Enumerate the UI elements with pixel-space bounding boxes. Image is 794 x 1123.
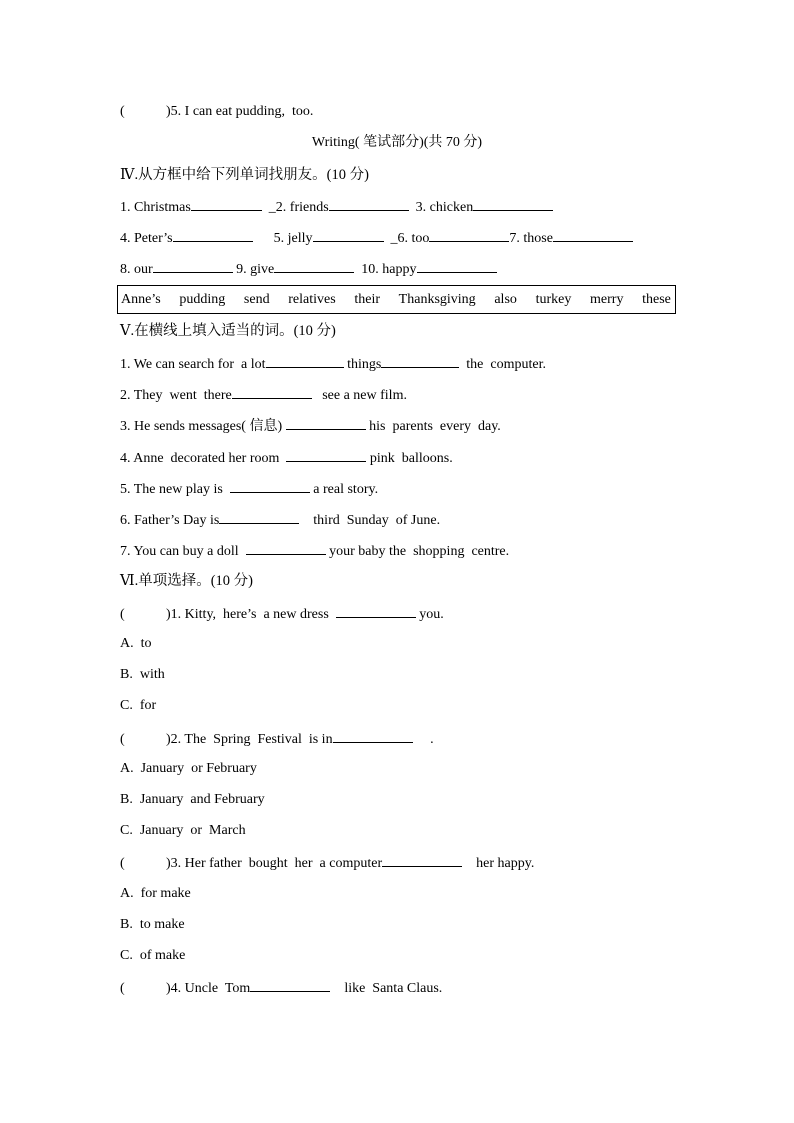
answer-blank[interactable] bbox=[286, 416, 366, 430]
section-6-title: Ⅵ.单项选择。(10 分) bbox=[120, 573, 253, 589]
option-c[interactable]: C. January or March bbox=[120, 823, 246, 838]
word-bank-item: their bbox=[354, 291, 380, 307]
answer-blank[interactable] bbox=[417, 259, 497, 273]
answer-blank[interactable] bbox=[336, 604, 416, 618]
section-5-q3: 3. He sends messages( 信息) his parents every day. bbox=[120, 416, 501, 436]
option-a[interactable]: A. January or February bbox=[120, 761, 257, 776]
answer-blank[interactable] bbox=[382, 853, 462, 867]
section-4-row-1: 1. Christmas _2. friends 3. chicken bbox=[120, 197, 553, 217]
answer-blank[interactable] bbox=[153, 259, 233, 273]
section-5-q7: 7. You can buy a doll your baby the shopping centre. bbox=[120, 541, 509, 561]
answer-paren[interactable]: ( bbox=[120, 104, 125, 119]
section-4-row-2: 4. Peter’s 5. jelly _6. too 7. those bbox=[120, 228, 633, 248]
answer-blank[interactable] bbox=[429, 228, 509, 242]
word-bank-item: also bbox=[494, 291, 517, 307]
section-5-title: Ⅴ.在横线上填入适当的词。(10 分) bbox=[120, 323, 336, 339]
answer-blank[interactable] bbox=[246, 541, 326, 555]
option-a[interactable]: A. for make bbox=[120, 886, 191, 901]
answer-paren[interactable]: ( bbox=[120, 981, 125, 996]
option-b[interactable]: B. to make bbox=[120, 917, 185, 932]
word-bank-item: merry bbox=[590, 291, 624, 307]
answer-blank[interactable] bbox=[473, 197, 553, 211]
answer-blank[interactable] bbox=[329, 197, 409, 211]
section-5-q5: 5. The new play is a real story. bbox=[120, 479, 378, 499]
word-bank-item: relatives bbox=[288, 291, 336, 307]
option-a[interactable]: A. to bbox=[120, 636, 152, 651]
word-bank-box bbox=[117, 285, 676, 314]
section-4-row-3: 8. our 9. give 10. happy bbox=[120, 259, 497, 279]
word-bank-item: these bbox=[642, 291, 671, 307]
section-5-q2: 2. They went there see a new film. bbox=[120, 385, 407, 405]
section-5-q4: 4. Anne decorated her room pink balloons. bbox=[120, 448, 453, 468]
answer-blank[interactable] bbox=[286, 448, 366, 462]
answer-paren[interactable]: ( bbox=[120, 732, 125, 747]
answer-blank[interactable] bbox=[191, 197, 262, 211]
option-b[interactable]: B. January and February bbox=[120, 792, 265, 807]
word-bank-item: Anne’s bbox=[121, 291, 161, 307]
section-6-q3: ( )3. Her father bought her a computer her happy. bbox=[120, 853, 534, 873]
option-c[interactable]: C. for bbox=[120, 698, 157, 713]
section-6-q1: ( )1. Kitty, here’s a new dress you. bbox=[120, 604, 444, 624]
answer-blank[interactable] bbox=[250, 978, 330, 992]
answer-blank[interactable] bbox=[553, 228, 633, 242]
word-bank-item: pudding bbox=[179, 291, 226, 307]
question-5-top: ( )5. I can eat pudding, too. bbox=[120, 104, 314, 119]
answer-blank[interactable] bbox=[274, 259, 354, 273]
answer-blank[interactable] bbox=[266, 354, 344, 368]
option-c[interactable]: C. of make bbox=[120, 948, 186, 963]
option-b[interactable]: B. with bbox=[120, 667, 165, 682]
section-5-q1: 1. We can search for a lot things the computer. bbox=[120, 354, 546, 374]
word-bank-item: Thanksgiving bbox=[398, 291, 476, 307]
section-5-q6: 6. Father’s Day is third Sunday of June. bbox=[120, 510, 440, 530]
answer-blank[interactable] bbox=[333, 729, 413, 743]
answer-blank[interactable] bbox=[232, 385, 312, 399]
word-bank-item: send bbox=[243, 291, 270, 307]
writing-section-title: Writing( 笔试部分)(共 70 分) bbox=[311, 135, 483, 150]
section-6-q2: ( )2. The Spring Festival is in . bbox=[120, 729, 434, 749]
section-6-q4: ( )4. Uncle Tom like Santa Claus. bbox=[120, 978, 442, 998]
section-4-title: Ⅳ.从方框中给下列单词找朋友。(10 分) bbox=[120, 167, 369, 183]
answer-blank[interactable] bbox=[173, 228, 253, 242]
word-bank-item: turkey bbox=[535, 291, 572, 307]
answer-paren[interactable]: ( bbox=[120, 856, 125, 871]
answer-blank[interactable] bbox=[219, 510, 299, 524]
answer-blank[interactable] bbox=[381, 354, 459, 368]
answer-paren[interactable]: ( bbox=[120, 607, 125, 622]
answer-blank[interactable] bbox=[230, 479, 310, 493]
answer-blank[interactable] bbox=[313, 228, 384, 242]
